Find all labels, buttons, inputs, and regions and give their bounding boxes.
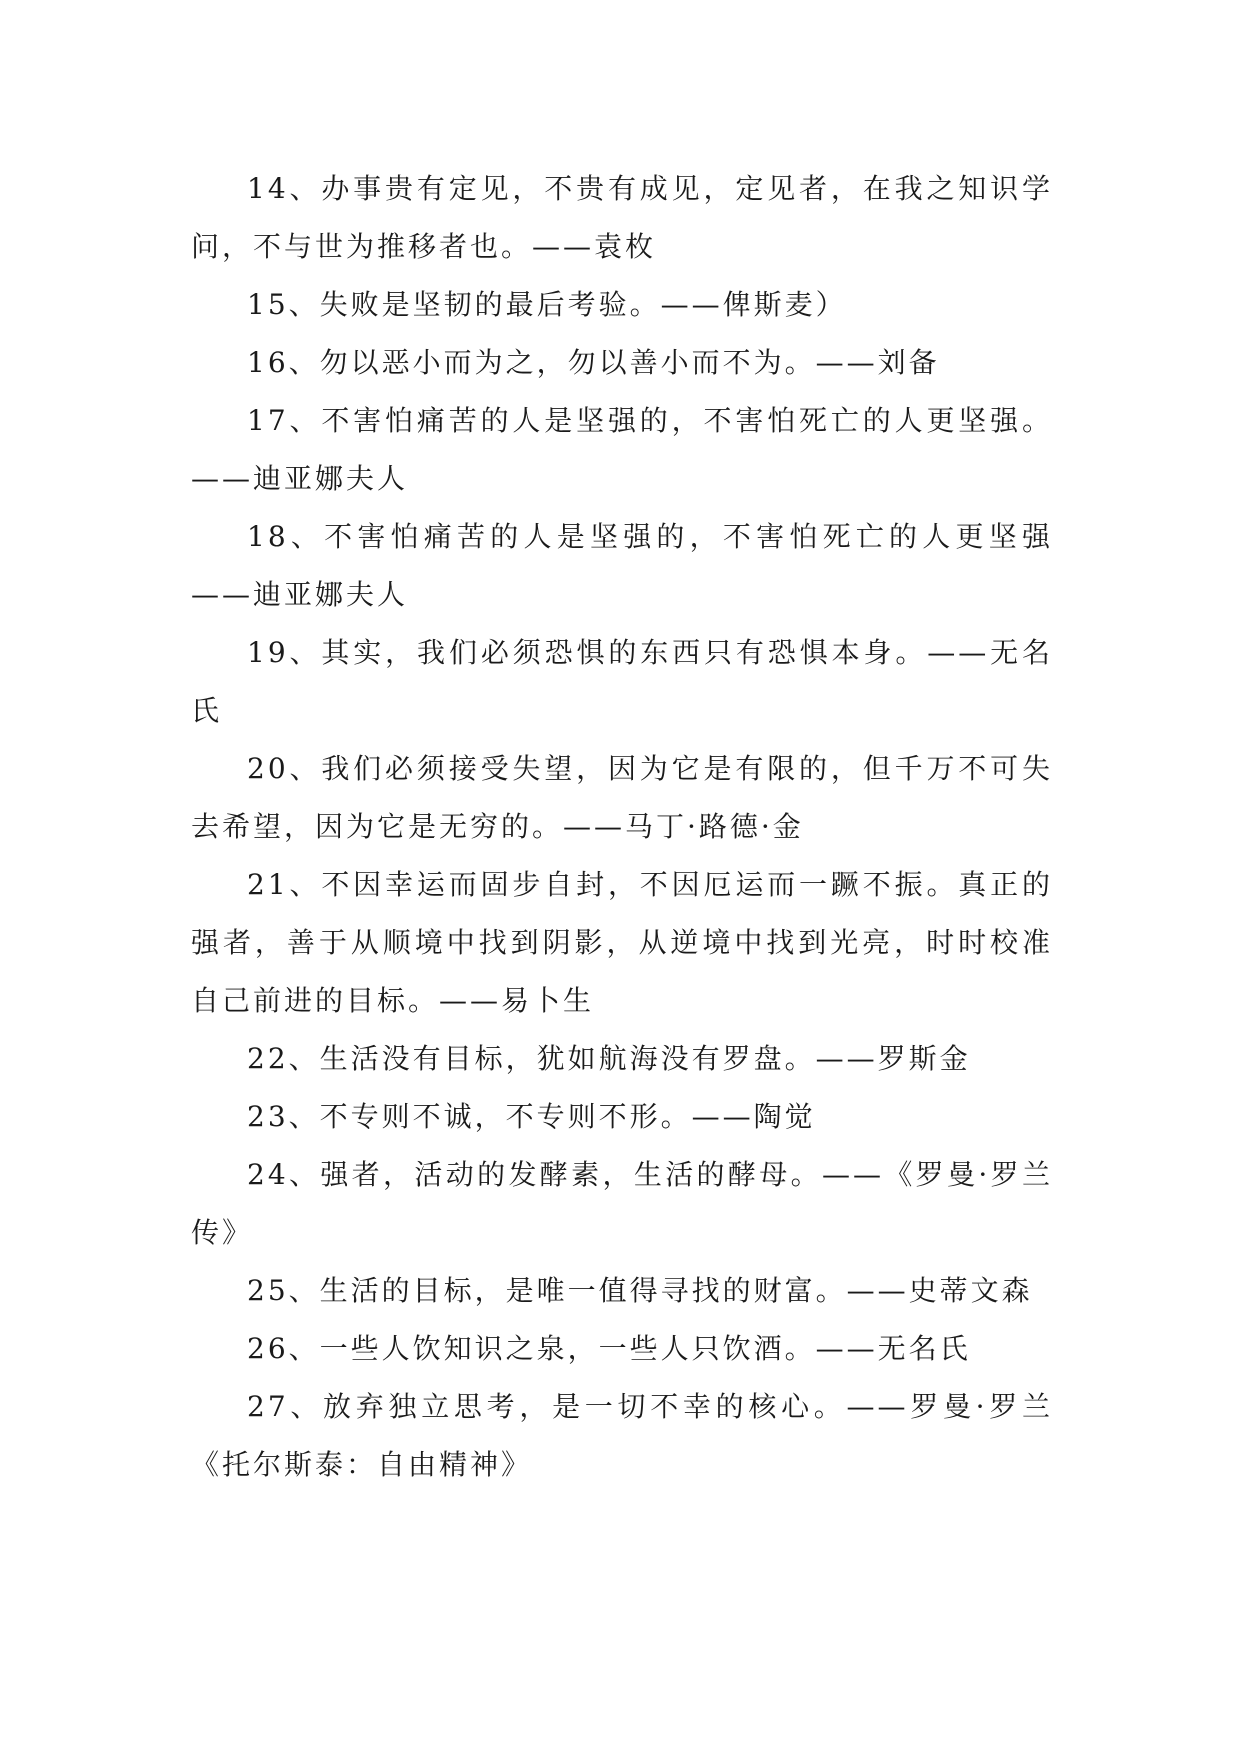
quote-paragraph-19: 19、其实，我们必须恐惧的东西只有恐惧本身。——无名氏 [191, 636, 1053, 727]
quote-paragraph-15: 15、失败是坚韧的最后考验。——俾斯麦） [247, 288, 847, 321]
quote-paragraph-25: 25、生活的目标，是唯一值得寻找的财富。——史蒂文森 [247, 1274, 1033, 1307]
quote-paragraph-14: 14、办事贵有定见，不贵有成见，定见者，在我之知识学问，不与世为推移者也。——袁枚 [191, 172, 1053, 263]
quote-paragraph-18: 18、不害怕痛苦的人是坚强的，不害怕死亡的人更坚强——迪亚娜夫人 [191, 520, 1053, 611]
quote-paragraph-16: 16、勿以恶小而为之，勿以善小而不为。——刘备 [247, 346, 940, 379]
quote-paragraph-22: 22、生活没有目标，犹如航海没有罗盘。——罗斯金 [247, 1042, 971, 1075]
quote-paragraph-21: 21、不因幸运而固步自封，不因厄运而一蹶不振。真正的强者，善于从顺境中找到阴影，从逆境中找到光亮，时时校准自己前进的目标。——易卜生 [191, 868, 1053, 1017]
quote-paragraph-23: 23、不专则不诚，不专则不形。——陶觉 [247, 1100, 816, 1133]
quote-paragraph-20: 20、我们必须接受失望，因为它是有限的，但千万不可失去希望，因为它是无穷的。——马丁·路德·金 [191, 752, 1053, 843]
quote-paragraph-27: 27、放弃独立思考，是一切不幸的核心。——罗曼·罗兰《托尔斯泰：自由精神》 [191, 1390, 1053, 1481]
quote-paragraph-17: 17、不害怕痛苦的人是坚强的，不害怕死亡的人更坚强。——迪亚娜夫人 [191, 404, 1053, 495]
document-body [191, 160, 1053, 1494]
quote-paragraph-26: 26、一些人饮知识之泉，一些人只饮酒。——无名氏 [247, 1332, 971, 1365]
quote-paragraph-24: 24、强者，活动的发酵素，生活的酵母。——《罗曼·罗兰传》 [191, 1158, 1053, 1249]
